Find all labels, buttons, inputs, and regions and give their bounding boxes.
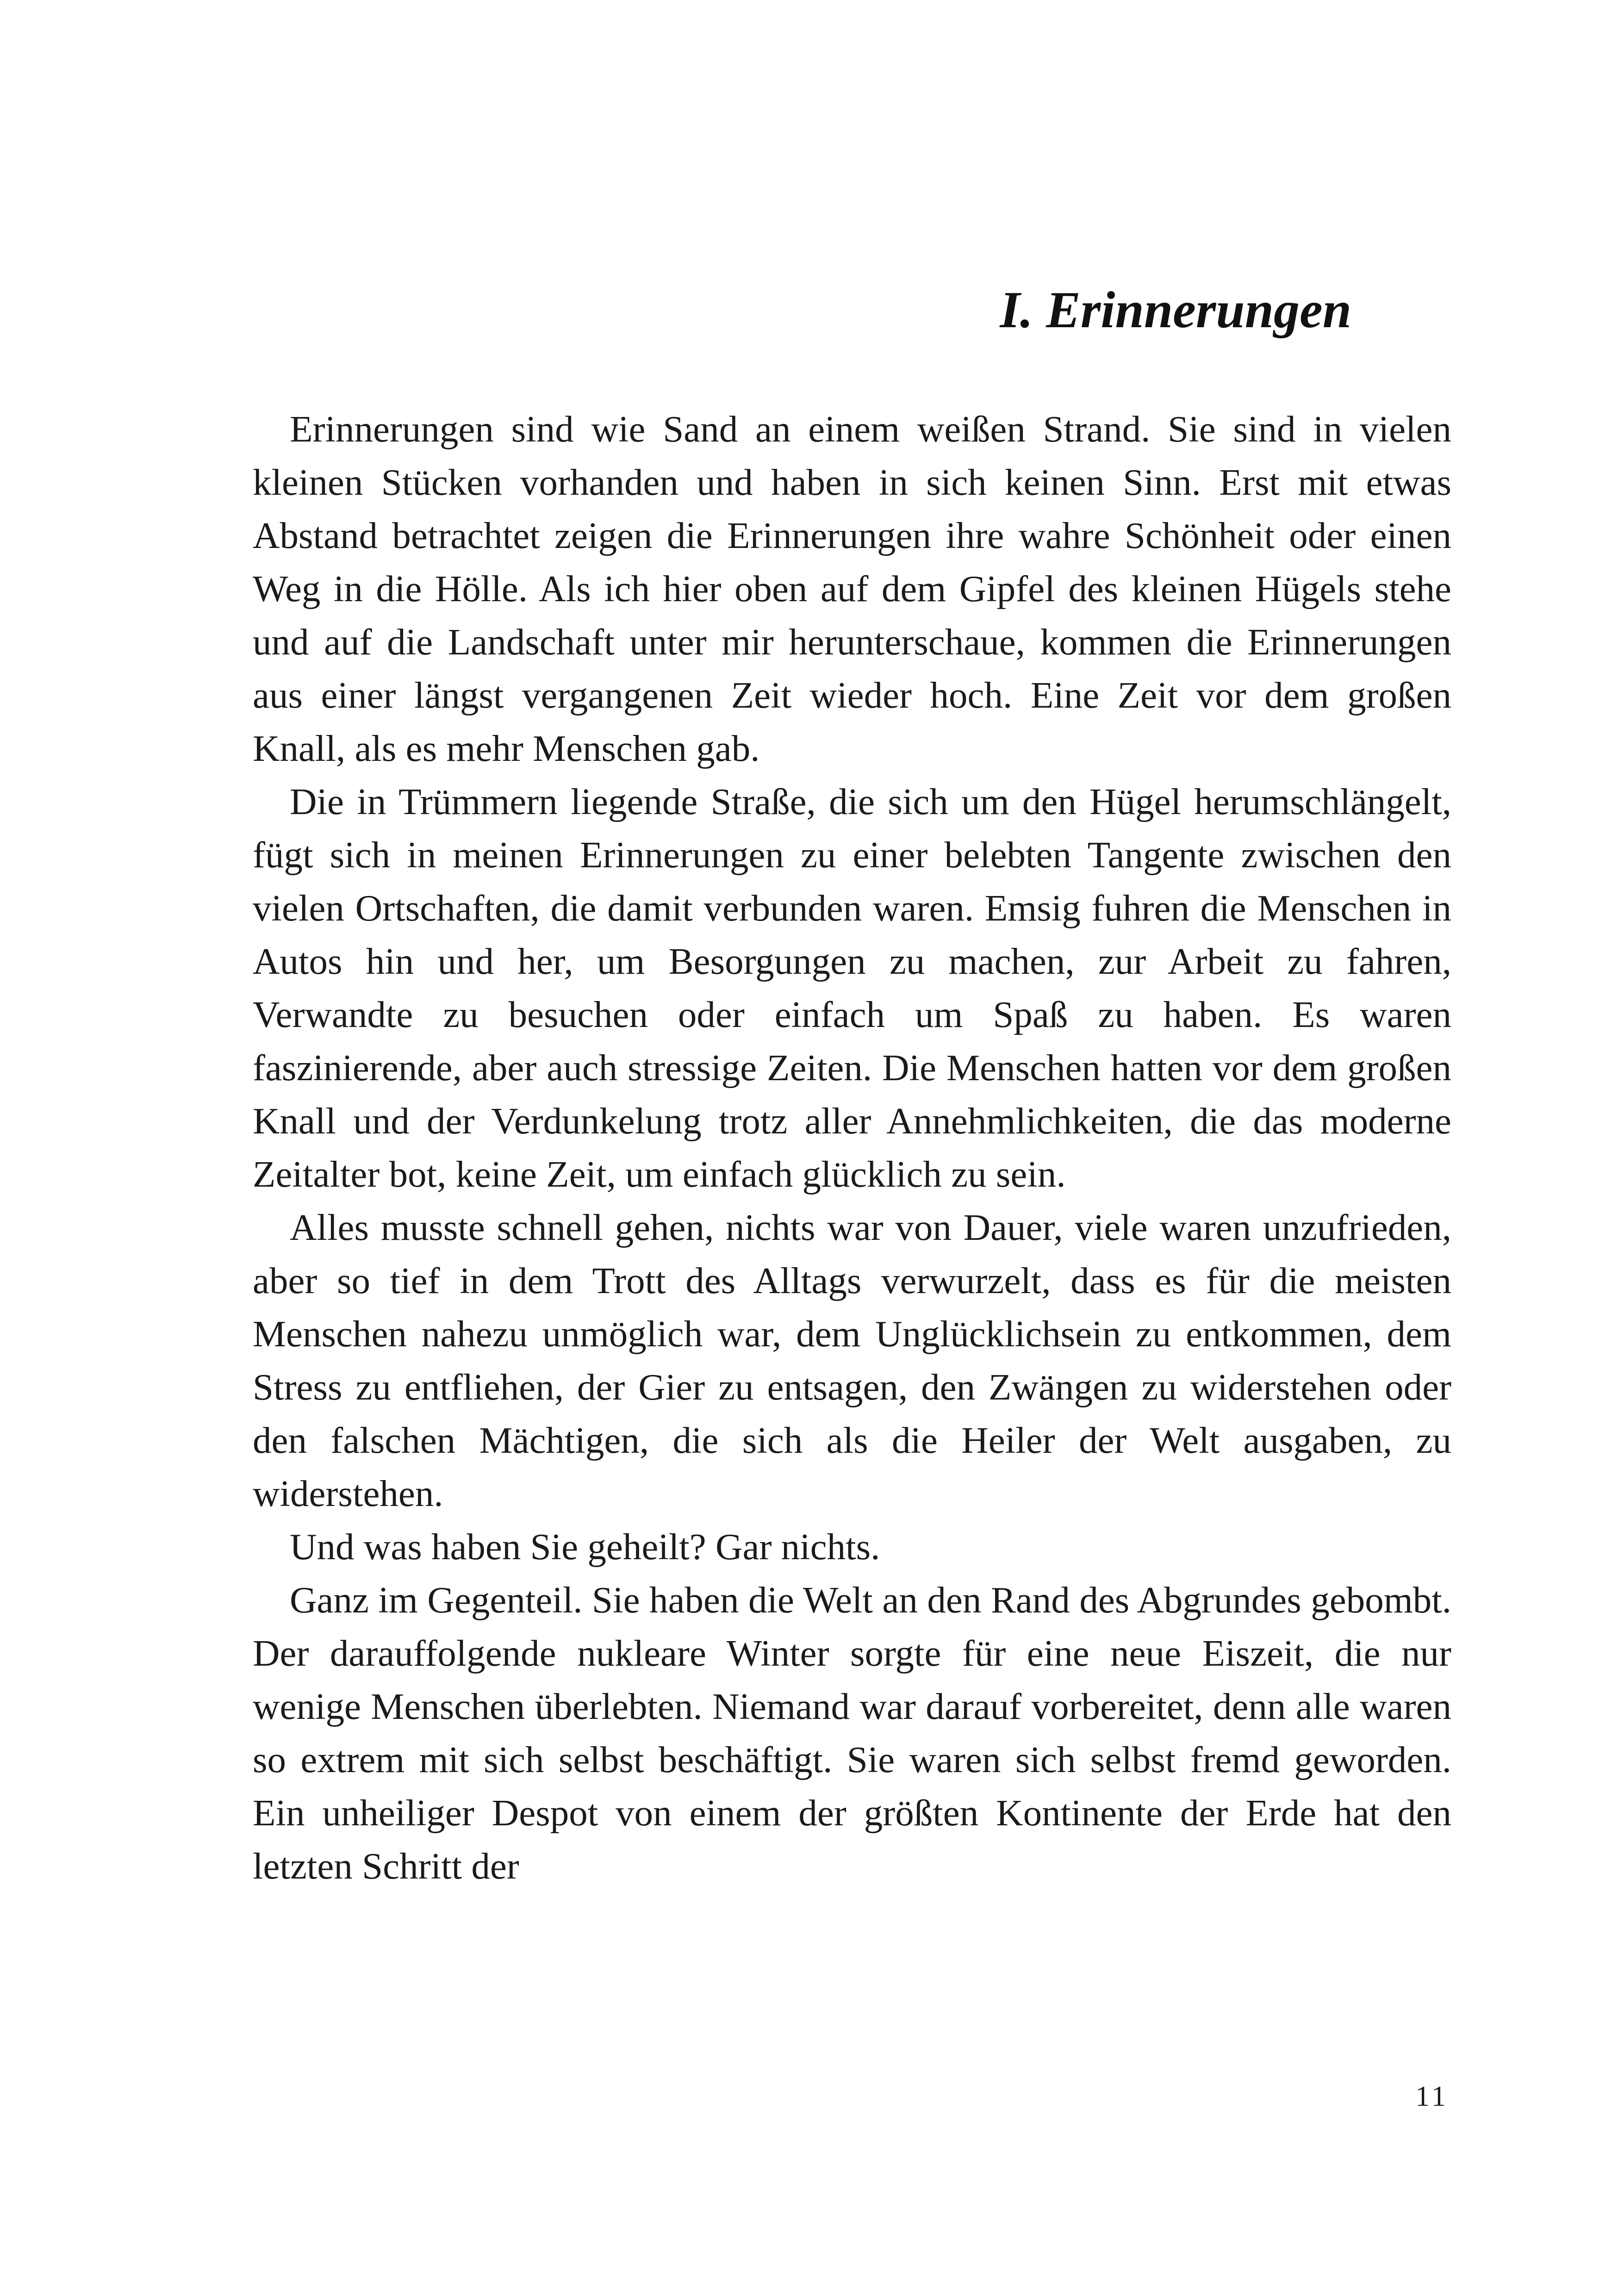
paragraph: Erinnerungen sind wie Sand an einem weißen Strand. Sie sind in vielen kleinen Stücken vorhanden und haben in sich keinen Sinn. Erst mit etwas Abstand betrachtet zeigen die Erinnerungen ihre wahre Schönheit oder einen Weg in die Hölle. Als ich hier oben auf dem Gipfel des kleinen Hügels stehe und auf die Landschaft unter mir herunterschaue, kommen die Erinnerungen aus einer längst vergangenen Zeit wieder hoch. Eine Zeit vor dem großen Knall, als es mehr Menschen gab. [253, 408, 1451, 769]
paragraph: Die in Trümmern liegende Straße, die sich um den Hügel herumschlängelt, fügt sich in meinen Erinnerungen zu einer belebten Tangente zwischen den vielen Ortschaften, die damit verbunden waren. Emsig fuhren die Menschen in Autos hin und her, um Besorgungen zu machen, zur Arbeit zu fahren, Verwandte zu besuchen oder einfach um Spaß zu haben. Es waren faszinierende, aber auch stressige Zeiten. Die Menschen hatten vor dem großen Knall und der Verdunkelung trotz aller Annehmlichkeiten, die das moderne Zeitalter bot, keine Zeit, um einfach glücklich zu sein. [253, 781, 1451, 1195]
body-text [253, 403, 1451, 1893]
paragraph: Und was haben Sie geheilt? Gar nichts. [290, 1526, 880, 1568]
paragraph: Alles musste schnell gehen, nichts war von Dauer, viele waren unzufrieden, aber so tief in dem Trott des Alltags verwurzelt, dass es für die meisten Menschen nahezu unmöglich war, dem Unglücklichsein zu entkommen, dem Stress zu entfliehen, der Gier zu entsagen, den Zwängen zu widerstehen oder den falschen Mächtigen, die sich als die Heiler der Welt ausgaben, zu widerstehen. [253, 1207, 1451, 1514]
chapter-title: I. Erinnerungen [1000, 281, 1351, 339]
page-number: 11 [1415, 2081, 1449, 2112]
paragraph: Ganz im Gegenteil. Sie haben die Welt an den Rand des Abgrundes gebombt. Der darauffolgende nukleare Winter sorgte für eine neue Eiszeit, die nur wenige Menschen überlebten. Niemand war darauf vorbereitet, denn alle waren so extrem mit sich selbst beschäftigt. Sie waren sich selbst fremd geworden. Ein unheiliger Despot von einem der größten Kontinente der Erde hat den letzten Schritt der [253, 1579, 1451, 1887]
